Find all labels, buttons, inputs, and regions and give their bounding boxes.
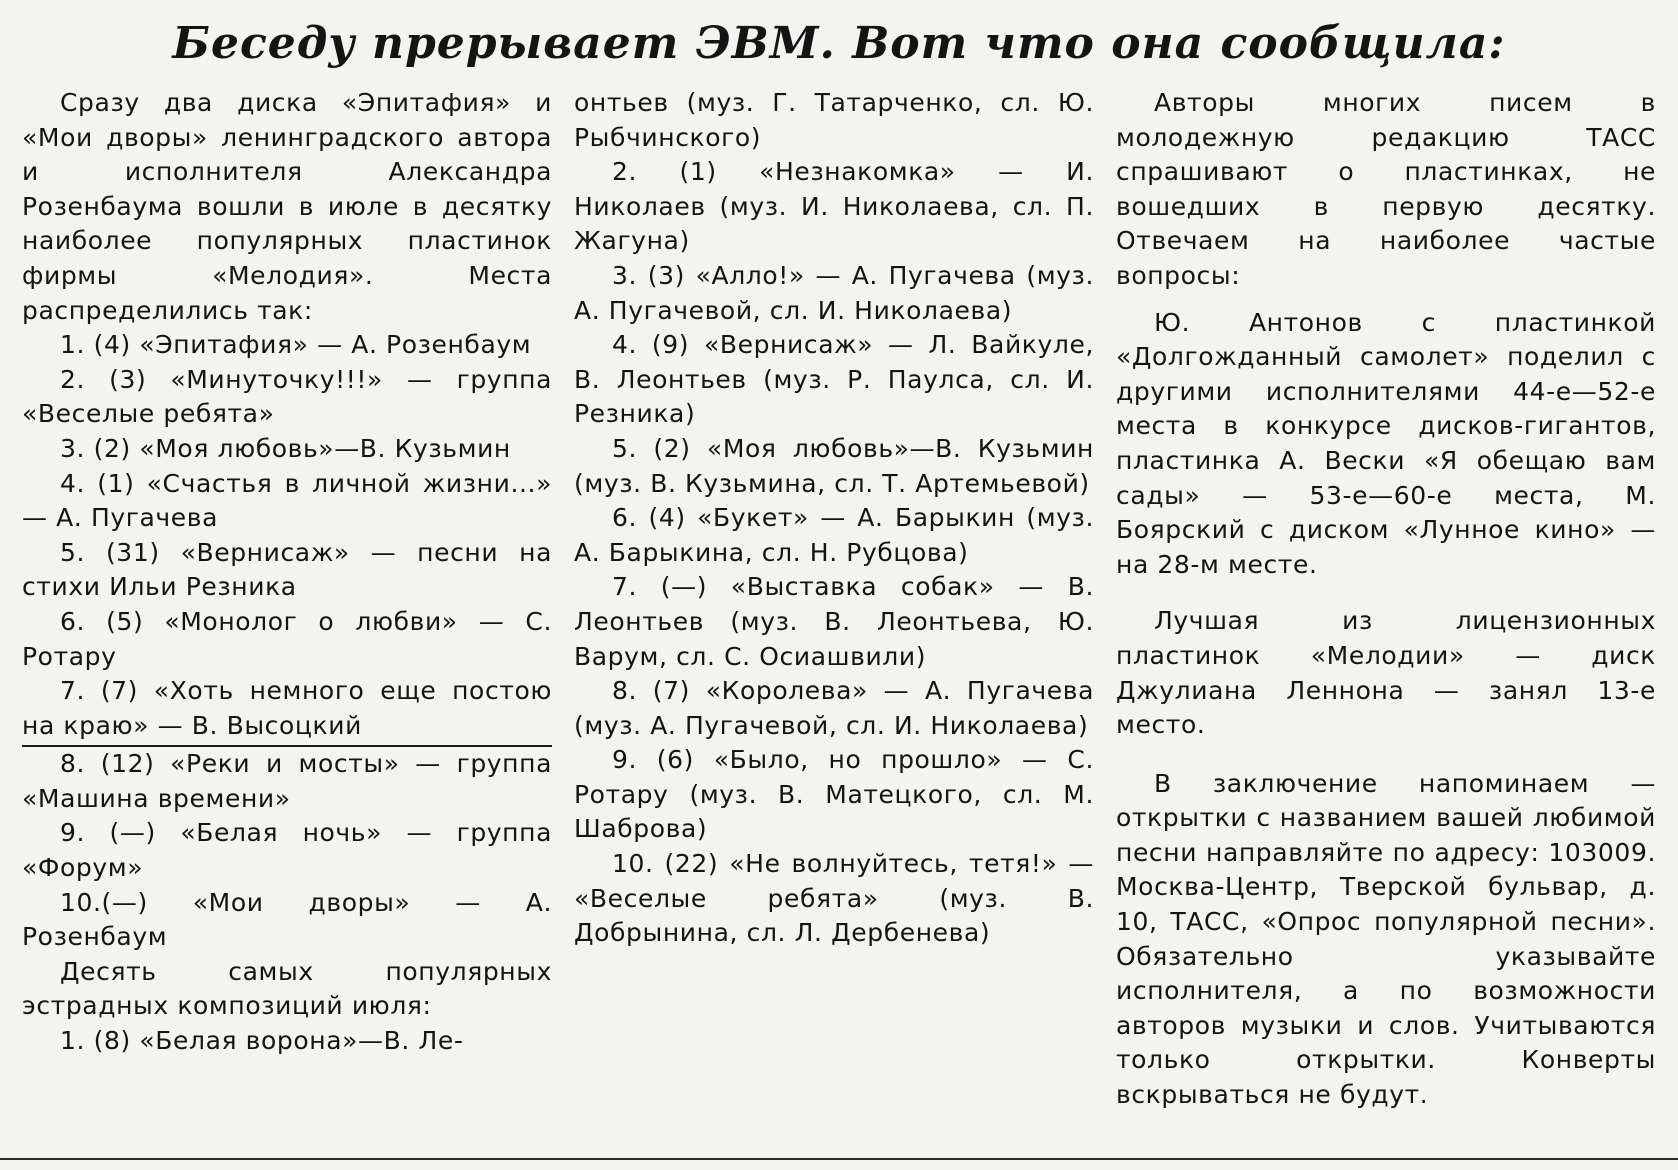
intro-paragraph: Сразу два диска «Эпитафия» и «Мои дворы» ленинградского автора и исполнителя Александра Розенбаума вошли в июле в десятку наиболее популярных пластинок фирмы «Мелодия». Места распределились так: (22, 88, 552, 325)
headline: Беседу прерывает ЭВМ. Вот что она сообщила: (172, 18, 1506, 69)
column-middle (574, 86, 1094, 1138)
song-rank-item: 3. (3) «Алло!» — А. Пугачева (муз. А. Пугачевой, сл. И. Николаева) (574, 260, 1094, 325)
other-records-paragraph: Ю. Антонов с пластинкой «Долгожданный самолет» поделил с другими исполнителями 44-е—52-е места в конкурсе дисков-гигантов, пластинка А. Вески «Я обещаю вам сады» — 53-е—60-е места, М. Боярский с диском «Лунное кино» — на 28-м месте. (1116, 307, 1656, 579)
disc-rank-item: 10.(—) «Мои дворы» — А. Розенбаум (22, 887, 552, 952)
disc-rank-item: 4. (1) «Счастья в личной жизни...» — А. Пугачева (22, 468, 552, 533)
column-left (22, 86, 552, 1138)
letters-paragraph: Авторы многих писем в молодежную редакцию ТАСС спрашивают о пластинках, не вошедших в первую десятку. Отвечаем на наиболее частые вопросы: (1116, 88, 1656, 290)
song-rank-item: 10. (22) «Не волнуйтесь, тетя!» — «Веселые ребята» (муз. В. Добрынина, сл. Л. Дербенева) (574, 849, 1094, 948)
disc-rank-item: 3. (2) «Моя любовь»—В. Кузьмин (60, 433, 511, 463)
bottom-rule (0, 1158, 1678, 1160)
disc-rank-item-highlighted: 7. (7) «Хоть немного еще постою на краю» — В. Высоцкий (22, 674, 552, 747)
song-rank-item: 2. (1) «Незнакомка» — И. Николаев (муз. И. Николаева, сл. П. Жагуна) (574, 157, 1094, 256)
disc-rank-item: 2. (3) «Минуточку!!!» — группа «Веселые ребята» (22, 364, 552, 429)
disc-rank-item: 6. (5) «Монолог о любви» — С. Ротару (22, 606, 552, 671)
song-rank-item: 6. (4) «Букет» — А. Барыкин (муз. А. Барыкина, сл. Н. Рубцова) (574, 503, 1094, 567)
column-right (1116, 86, 1656, 1138)
song-rank-item: 4. (9) «Вернисаж» — Л. Вайкуле, В. Леонтьев (муз. Р. Паулса, сл. И. Резника) (574, 330, 1094, 429)
song-rank-item-continued: онтьев (муз. Г. Татарченко, сл. Ю. Рыбчинского) (574, 88, 1094, 152)
song-rank-item: 9. (6) «Было, но прошло» — С. Ротару (муз. В. Матецкого, сл. М. Шаброва) (574, 745, 1094, 844)
disc-rank-item: 8. (12) «Реки и мосты» — группа «Машина времени» (22, 749, 552, 813)
song-rank-item: 8. (7) «Королева» — А. Пугачева (муз. А. Пугачевой, сл. И. Николаева) (574, 676, 1094, 740)
disc-rank-item: 9. (—) «Белая ночь» — группа «Форум» (22, 818, 552, 883)
song-rank-item: 7. (—) «Выставка собак» — В. Леонтьев (муз. В. Леонтьева, Ю. Варум, сл. С. Осиашвили) (574, 572, 1094, 671)
song-rank-item: 1. (8) «Белая ворона»—В. Ле- (60, 1026, 464, 1056)
song-rank-item: 5. (2) «Моя любовь»—В. Кузьмин (муз. В. Кузьмина, сл. Т. Артемьевой) (574, 433, 1094, 498)
disc-rank-item: 1. (4) «Эпитафия» — А. Розенбаум (60, 330, 532, 360)
songs-intro: Десять самых популярных эстрадных композиций июля: (22, 956, 552, 1021)
licensed-records-paragraph: Лучшая из лицензионных пластинок «Мелодии» — диск Джулиана Леннона — занял 13-е место. (1116, 606, 1656, 740)
closing-paragraph: В заключение напоминаем — открытки с названием вашей любимой песни направляйте по адресу: 103009. Москва-Центр, Тверской бульвар, д. 10, ТАСС, «Опрос популярной песни». Обязательно указывайте исполнителя, а по возможности авторов музыки и слов. Учитываются только открытки. Конверты вскрываться не будут. (1116, 768, 1656, 1110)
article-columns (22, 86, 1656, 1138)
disc-rank-item: 5. (31) «Вернисаж» — песни на стихи Ильи Резника (22, 537, 552, 602)
